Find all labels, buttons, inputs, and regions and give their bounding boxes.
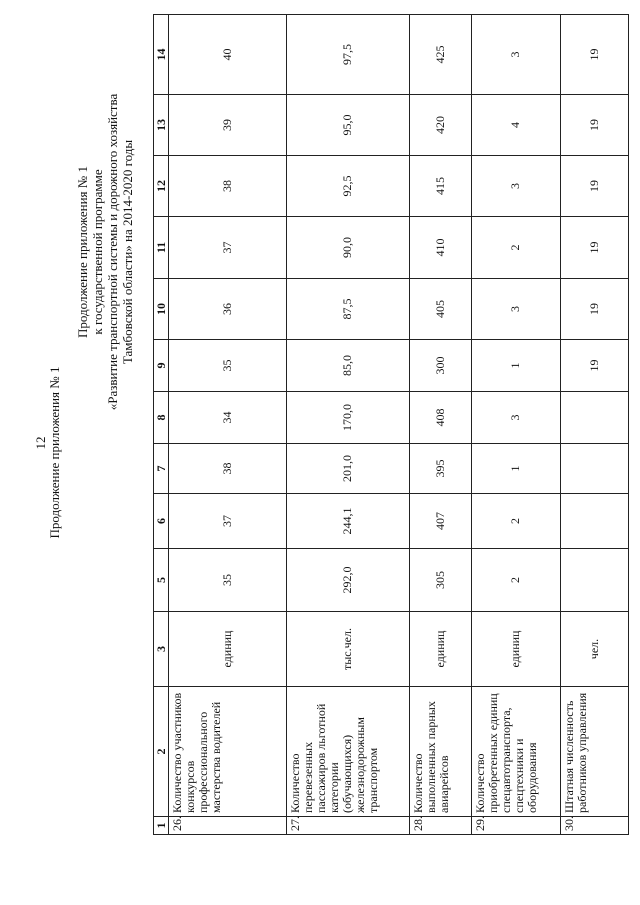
appendix-header-line: к государственной программе	[90, 169, 105, 335]
table-row	[409, 15, 471, 835]
table-row	[471, 15, 560, 835]
value-cell: 415	[409, 156, 471, 217]
value-cell: 19	[560, 95, 628, 156]
unit-cell: чел.	[560, 612, 628, 687]
table-header-row	[154, 15, 169, 835]
unit-cell: единиц	[169, 612, 287, 687]
value-cell	[560, 392, 628, 444]
value-cell: 2	[471, 549, 560, 612]
value-cell	[560, 444, 628, 494]
value-cell	[560, 494, 628, 549]
indicators-table	[153, 14, 629, 835]
column-header: 2	[154, 687, 169, 817]
value-cell: 38	[169, 156, 287, 217]
appendix-header-line: Тамбовской области» на 2014-2020 годы	[120, 139, 135, 365]
row-number: 29.	[471, 817, 560, 835]
appendix-header	[75, 12, 135, 492]
value-cell: 2	[471, 217, 560, 279]
value-cell: 3	[471, 15, 560, 95]
value-cell: 19	[560, 340, 628, 392]
value-cell: 19	[560, 279, 628, 340]
column-header: 3	[154, 612, 169, 687]
value-cell: 1	[471, 340, 560, 392]
unit-cell: единиц	[409, 612, 471, 687]
value-cell: 300	[409, 340, 471, 392]
value-cell: 87,5	[286, 279, 409, 340]
indicator-name: Количество участников конкурсов профессионального мастерства водителей	[169, 687, 287, 817]
column-header: 6	[154, 494, 169, 549]
unit-cell: тыс.чел.	[286, 612, 409, 687]
value-cell: 244,1	[286, 494, 409, 549]
value-cell: 97,5	[286, 15, 409, 95]
indicator-name: Штатная численность работников управления	[560, 687, 628, 817]
value-cell: 3	[471, 392, 560, 444]
table-row	[286, 15, 409, 835]
column-header: 11	[154, 217, 169, 279]
value-cell: 40	[169, 15, 287, 95]
value-cell: 34	[169, 392, 287, 444]
column-header: 12	[154, 156, 169, 217]
value-cell: 3	[471, 279, 560, 340]
appendix-header-line: Продолжение приложения № 1	[75, 166, 90, 338]
row-number: 30.	[560, 817, 628, 835]
value-cell: 408	[409, 392, 471, 444]
value-cell: 4	[471, 95, 560, 156]
indicator-name: Количество приобретенных единиц спецавтотранспорта, спецтехники и оборудования	[471, 687, 560, 817]
value-cell: 1	[471, 444, 560, 494]
column-header: 7	[154, 444, 169, 494]
unit-cell: единиц	[471, 612, 560, 687]
value-cell: 19	[560, 15, 628, 95]
value-cell: 170,0	[286, 392, 409, 444]
column-header: 8	[154, 392, 169, 444]
value-cell: 37	[169, 217, 287, 279]
indicator-name: Количество перевезенных пассажиров льготной категории (обучающихся) железнодорожным транспортом	[286, 687, 409, 817]
continuation-note: Продолжение приложения № 1	[47, 366, 62, 539]
value-cell: 37	[169, 494, 287, 549]
value-cell: 95,0	[286, 95, 409, 156]
value-cell: 420	[409, 95, 471, 156]
table-row	[169, 15, 287, 835]
value-cell: 35	[169, 549, 287, 612]
row-number: 28.	[409, 817, 471, 835]
value-cell: 90,0	[286, 217, 409, 279]
value-cell: 410	[409, 217, 471, 279]
value-cell: 407	[409, 494, 471, 549]
value-cell: 305	[409, 549, 471, 612]
value-cell: 38	[169, 444, 287, 494]
value-cell: 19	[560, 217, 628, 279]
value-cell: 92,5	[286, 156, 409, 217]
column-header: 14	[154, 15, 169, 95]
column-header: 10	[154, 279, 169, 340]
value-cell: 292,0	[286, 549, 409, 612]
column-header: 5	[154, 549, 169, 612]
value-cell: 36	[169, 279, 287, 340]
column-header: 1	[154, 817, 169, 835]
value-cell: 395	[409, 444, 471, 494]
value-cell: 85,0	[286, 340, 409, 392]
value-cell: 405	[409, 279, 471, 340]
value-cell: 3	[471, 156, 560, 217]
value-cell	[560, 549, 628, 612]
value-cell: 201,0	[286, 444, 409, 494]
indicator-name: Количество выполненных парных авиарейсов	[409, 687, 471, 817]
row-number: 27.	[286, 817, 409, 835]
column-header: 9	[154, 340, 169, 392]
page-number: 12	[33, 436, 48, 450]
column-header: 13	[154, 95, 169, 156]
value-cell: 19	[560, 156, 628, 217]
appendix-header-line: «Развитие транспортной системы и дорожного хозяйства	[105, 93, 120, 411]
row-number: 26.	[169, 817, 287, 835]
value-cell: 425	[409, 15, 471, 95]
table-row	[560, 15, 628, 835]
value-cell: 35	[169, 340, 287, 392]
value-cell: 2	[471, 494, 560, 549]
value-cell: 39	[169, 95, 287, 156]
